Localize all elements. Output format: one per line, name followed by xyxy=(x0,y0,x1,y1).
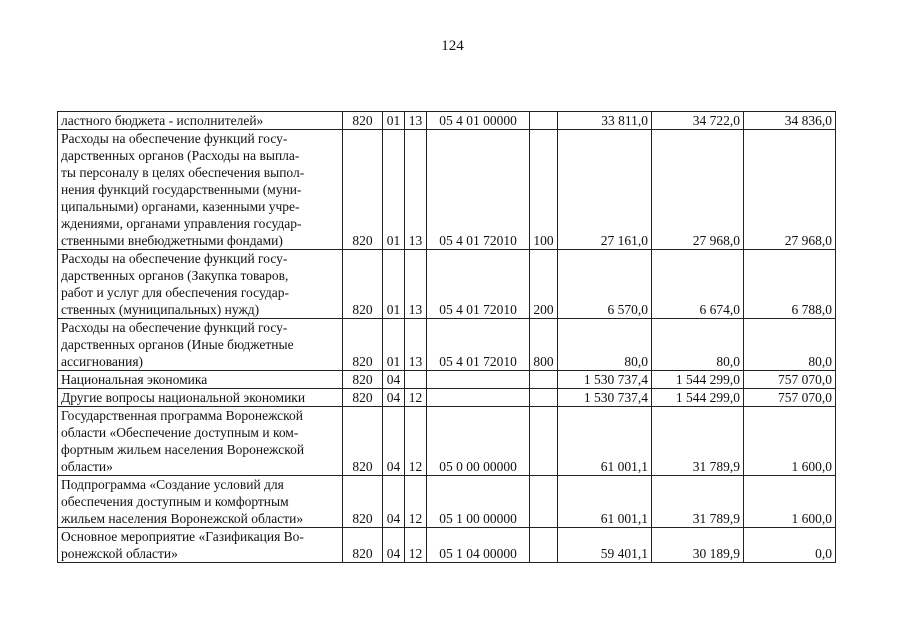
section-cell: 04 xyxy=(383,389,405,407)
item-name-line: жильем населения Воронежской области» xyxy=(61,511,304,526)
item-name-line: Национальная экономика xyxy=(61,372,208,387)
item-name-line: ты персоналу в целях обеспечения выпол- xyxy=(61,165,305,180)
amount-year1-cell: 33 811,0 xyxy=(558,112,652,130)
amount-year1-cell: 1 530 737,4 xyxy=(558,389,652,407)
amount-year2-cell: 31 789,9 xyxy=(652,407,744,476)
item-name-line: ципальными) органами, казенными учре- xyxy=(61,199,300,214)
grbs-cell: 820 xyxy=(343,112,383,130)
amount-year3-cell: 0,0 xyxy=(744,528,836,563)
subsection-cell: 12 xyxy=(405,528,427,563)
expense-type-cell: 800 xyxy=(530,319,558,371)
item-name-line: ждениями, органами управления государ- xyxy=(61,216,302,231)
item-name-line: нения функций государственными (муни- xyxy=(61,182,302,197)
item-name-line: Подпрограмма «Создание условий для xyxy=(61,477,284,492)
amount-year2-cell: 80,0 xyxy=(652,319,744,371)
table-body xyxy=(58,112,836,563)
table-row xyxy=(58,476,836,528)
target-article-cell: 05 0 00 00000 xyxy=(427,407,530,476)
section-cell: 01 xyxy=(383,130,405,250)
table-row xyxy=(58,250,836,319)
amount-year2-cell: 1 544 299,0 xyxy=(652,371,744,389)
table-row xyxy=(58,130,836,250)
expense-type-cell xyxy=(530,407,558,476)
item-name-line: ронежской области» xyxy=(61,546,178,561)
target-article-cell: 05 4 01 00000 xyxy=(427,112,530,130)
expense-type-cell xyxy=(530,112,558,130)
page-number: 124 xyxy=(441,38,464,54)
section-cell: 04 xyxy=(383,407,405,476)
table-row xyxy=(58,371,836,389)
section-cell: 04 xyxy=(383,528,405,563)
item-name-line: Расходы на обеспечение функций госу- xyxy=(61,131,288,146)
item-name-line: Государственная программа Воронежской xyxy=(61,408,303,423)
item-name-line: дарственных органов (Расходы на выпла- xyxy=(61,148,300,163)
table-row xyxy=(58,112,836,130)
item-name-line: Расходы на обеспечение функций госу- xyxy=(61,320,288,335)
item-name-line: ластного бюджета - исполнителей» xyxy=(61,113,264,128)
subsection-cell: 13 xyxy=(405,130,427,250)
target-article-cell: 05 4 01 72010 xyxy=(427,250,530,319)
grbs-cell: 820 xyxy=(343,389,383,407)
subsection-cell: 13 xyxy=(405,319,427,371)
expense-type-cell xyxy=(530,389,558,407)
item-name-line: Расходы на обеспечение функций госу- xyxy=(61,251,288,266)
table-row xyxy=(58,319,836,371)
amount-year3-cell: 1 600,0 xyxy=(744,407,836,476)
item-name-line: ассигнования) xyxy=(61,354,144,369)
amount-year1-cell: 61 001,1 xyxy=(558,407,652,476)
grbs-cell: 820 xyxy=(343,130,383,250)
target-article-cell: 05 1 00 00000 xyxy=(427,476,530,528)
item-name-cell xyxy=(58,130,343,250)
amount-year2-cell: 31 789,9 xyxy=(652,476,744,528)
amount-year3-cell: 27 968,0 xyxy=(744,130,836,250)
amount-year1-cell: 61 001,1 xyxy=(558,476,652,528)
grbs-cell: 820 xyxy=(343,371,383,389)
section-cell: 04 xyxy=(383,371,405,389)
expense-type-cell xyxy=(530,371,558,389)
section-cell: 01 xyxy=(383,250,405,319)
section-cell: 01 xyxy=(383,112,405,130)
amount-year1-cell: 59 401,1 xyxy=(558,528,652,563)
amount-year3-cell: 757 070,0 xyxy=(744,371,836,389)
item-name-cell xyxy=(58,476,343,528)
subsection-cell: 12 xyxy=(405,407,427,476)
amount-year1-cell: 80,0 xyxy=(558,319,652,371)
budget-table xyxy=(57,111,836,563)
item-name-line: дарственных органов (Иные бюджетные xyxy=(61,337,294,352)
item-name-cell xyxy=(58,112,343,130)
item-name-line: фортным жильем населения Воронежской xyxy=(61,442,305,457)
grbs-cell: 820 xyxy=(343,476,383,528)
grbs-cell: 820 xyxy=(343,250,383,319)
expense-type-cell xyxy=(530,528,558,563)
item-name-line: Другие вопросы национальной экономики xyxy=(61,390,306,405)
amount-year2-cell: 1 544 299,0 xyxy=(652,389,744,407)
target-article-cell xyxy=(427,389,530,407)
item-name-line: области «Обеспечение доступным и ком- xyxy=(61,425,299,440)
table-row xyxy=(58,407,836,476)
subsection-cell xyxy=(405,371,427,389)
section-cell: 01 xyxy=(383,319,405,371)
item-name-line: ственными внебюджетными фондами) xyxy=(61,233,283,248)
expense-type-cell: 200 xyxy=(530,250,558,319)
amount-year2-cell: 30 189,9 xyxy=(652,528,744,563)
item-name-cell xyxy=(58,389,343,407)
item-name-cell xyxy=(58,407,343,476)
target-article-cell: 05 4 01 72010 xyxy=(427,130,530,250)
grbs-cell: 820 xyxy=(343,319,383,371)
item-name-cell xyxy=(58,371,343,389)
target-article-cell: 05 4 01 72010 xyxy=(427,319,530,371)
item-name-line: ственных (муниципальных) нужд) xyxy=(61,302,260,317)
item-name-line: дарственных органов (Закупка товаров, xyxy=(61,268,289,283)
item-name-line: обеспечения доступным и комфортным xyxy=(61,494,289,509)
subsection-cell: 12 xyxy=(405,389,427,407)
amount-year2-cell: 6 674,0 xyxy=(652,250,744,319)
subsection-cell: 12 xyxy=(405,476,427,528)
amount-year2-cell: 27 968,0 xyxy=(652,130,744,250)
item-name-line: Основное мероприятие «Газификация Во- xyxy=(61,529,304,544)
amount-year1-cell: 6 570,0 xyxy=(558,250,652,319)
item-name-line: работ и услуг для обеспечения государ- xyxy=(61,285,289,300)
grbs-cell: 820 xyxy=(343,528,383,563)
amount-year3-cell: 6 788,0 xyxy=(744,250,836,319)
table-row xyxy=(58,389,836,407)
item-name-cell xyxy=(58,319,343,371)
grbs-cell: 820 xyxy=(343,407,383,476)
amount-year3-cell: 757 070,0 xyxy=(744,389,836,407)
subsection-cell: 13 xyxy=(405,250,427,319)
subsection-cell: 13 xyxy=(405,112,427,130)
item-name-line: области» xyxy=(61,459,113,474)
section-cell: 04 xyxy=(383,476,405,528)
amount-year2-cell: 34 722,0 xyxy=(652,112,744,130)
item-name-cell xyxy=(58,528,343,563)
amount-year1-cell: 1 530 737,4 xyxy=(558,371,652,389)
amount-year3-cell: 34 836,0 xyxy=(744,112,836,130)
amount-year1-cell: 27 161,0 xyxy=(558,130,652,250)
target-article-cell: 05 1 04 00000 xyxy=(427,528,530,563)
table-row xyxy=(58,528,836,563)
expense-type-cell: 100 xyxy=(530,130,558,250)
expense-type-cell xyxy=(530,476,558,528)
amount-year3-cell: 80,0 xyxy=(744,319,836,371)
target-article-cell xyxy=(427,371,530,389)
item-name-cell xyxy=(58,250,343,319)
amount-year3-cell: 1 600,0 xyxy=(744,476,836,528)
